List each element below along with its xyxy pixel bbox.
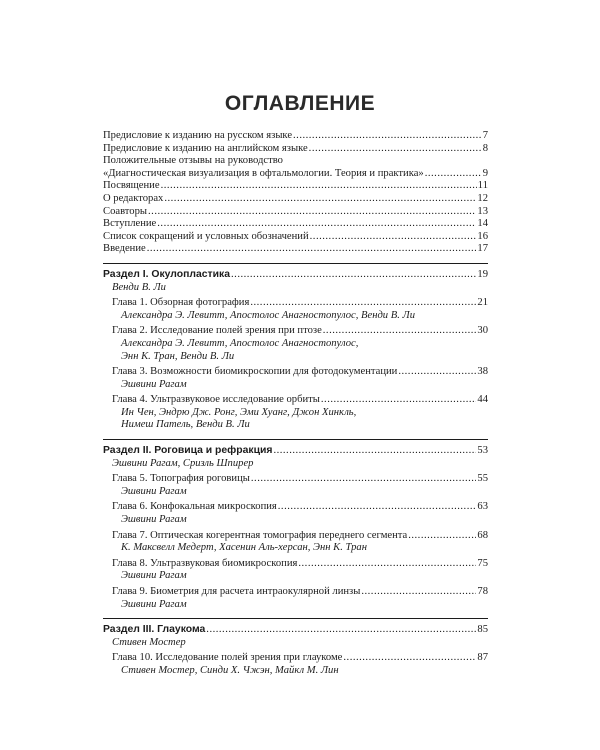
- toc-entry-page: 11: [477, 180, 488, 192]
- chapter-7: [103, 530, 488, 555]
- chapter-8: [103, 558, 488, 583]
- leader-dots: [251, 473, 477, 486]
- toc-entry-page: 16: [477, 230, 488, 242]
- leader-dots: [148, 206, 476, 219]
- section-heading[interactable]: [103, 445, 488, 458]
- section-editor: Стивен Мостер: [112, 636, 186, 648]
- chapter-10: [103, 652, 488, 677]
- leader-dots: [298, 558, 476, 571]
- toc-entry-title: О редакторах: [103, 192, 164, 204]
- leader-dots: [310, 231, 477, 244]
- leader-dots: [293, 130, 482, 143]
- chapter-authors: Эшвини Рагам: [121, 570, 187, 582]
- leader-dots: [273, 445, 476, 458]
- leader-dots: [361, 586, 476, 599]
- chapter-authors: Александра Э. Левитт, Апостолос Анагностопулос,: [121, 337, 359, 349]
- toc-entry[interactable]: [103, 180, 488, 193]
- chapter-3: [103, 366, 488, 391]
- section-editor: Эшвини Рагам, Сризль Шпирер: [112, 457, 254, 469]
- toc-entry[interactable]: [103, 231, 488, 244]
- section-page: 53: [477, 445, 488, 457]
- toc-entry-page: 13: [477, 205, 488, 217]
- section-cornea: [103, 439, 488, 611]
- chapter-title: Глава 1. Обзорная фотография: [112, 297, 250, 309]
- leader-dots: [250, 297, 476, 310]
- toc-entry-page: 17: [477, 243, 488, 255]
- toc-entry-title: Предисловие к изданию на английском языке: [103, 142, 308, 154]
- toc-entry-page: 12: [477, 192, 488, 204]
- chapter-title: Глава 9. Биометрия для расчета интраокулярной линзы: [112, 586, 361, 597]
- chapter-authors: Нимеш Патель, Венди В. Ли: [121, 419, 250, 431]
- chapter-page: 78: [477, 586, 488, 597]
- section-oculoplastics: [103, 263, 488, 432]
- toc-entry-title: «Диагностическая визуализация в офтальмологии. Теория и практика»: [103, 167, 424, 179]
- leader-dots: [425, 168, 482, 181]
- front-matter: [103, 130, 488, 256]
- chapter-title: Глава 3. Возможности биомикроскопии для фотодокументации: [112, 366, 398, 378]
- toc-entry[interactable]: [103, 193, 488, 206]
- chapter-6: [103, 501, 488, 526]
- section-title: Раздел III. Глаукома: [103, 624, 206, 636]
- toc-entry[interactable]: [103, 218, 488, 231]
- chapter-entry[interactable]: [103, 558, 488, 571]
- chapter-entry[interactable]: [103, 501, 488, 514]
- leader-dots: [164, 193, 476, 206]
- leader-dots: [309, 143, 482, 156]
- chapter-entry[interactable]: [103, 297, 488, 310]
- chapter-entry[interactable]: [103, 473, 488, 486]
- chapter-entry[interactable]: [103, 394, 488, 407]
- leader-dots: [206, 624, 476, 637]
- chapter-page: 30: [477, 325, 488, 337]
- leader-dots: [161, 180, 477, 193]
- chapter-page: 44: [477, 394, 488, 406]
- chapter-page: 21: [477, 297, 488, 309]
- section-heading[interactable]: [103, 624, 488, 637]
- chapter-entry[interactable]: [103, 652, 488, 665]
- chapter-authors: К. Максвелл Медерт, Хасенин Аль-херсан, Энн К. Тран: [121, 542, 367, 554]
- toc-entry-page: 14: [477, 218, 488, 230]
- chapter-page: 55: [477, 473, 488, 485]
- chapter-title: Глава 2. Исследование полей зрения при птозе: [112, 325, 322, 337]
- chapter-authors: Ин Чен, Эндрю Дж. Ронг, Эми Хуанг, Джон Хинкль,: [121, 406, 357, 418]
- toc-entry-title: Соавторы: [103, 205, 148, 217]
- chapter-title: Глава 7. Оптическая когерентная томография переднего сегмента: [112, 529, 408, 541]
- chapter-entry[interactable]: [103, 366, 488, 379]
- section-page: 19: [477, 268, 488, 280]
- toc-entry-title: Вступление: [103, 218, 157, 230]
- chapter-authors: Александра Э. Левитт, Апостолос Анагностопулос, Венди В. Ли: [121, 309, 415, 321]
- toc-entry-title: Список сокращений и условных обозначений: [103, 230, 309, 242]
- chapter-title: Глава 4. Ультразвуковое исследование орбиты: [112, 394, 320, 406]
- chapter-authors: Стивен Мостер, Синди Х. Чжэн, Майкл М. Лин: [121, 664, 339, 676]
- leader-dots: [398, 366, 476, 379]
- section-editor: Венди В. Ли: [112, 281, 166, 293]
- chapter-title: Глава 10. Исследование полей зрения при глаукоме: [112, 652, 343, 664]
- chapter-2: [103, 325, 488, 363]
- toc-entry[interactable]: [103, 143, 488, 156]
- chapter-authors: Энн К. Тран, Венди В. Ли: [121, 350, 235, 362]
- toc-entry-title-line[interactable]: Положительные отзывы на руководство: [103, 155, 283, 167]
- section-glaucoma: [103, 618, 488, 677]
- chapter-1: [103, 297, 488, 322]
- toc-entry-page: 8: [482, 142, 488, 154]
- chapter-entry[interactable]: [103, 530, 488, 543]
- chapter-authors: Эшвини Рагам: [121, 598, 187, 610]
- section-page: 85: [477, 624, 488, 636]
- chapter-title: Глава 8. Ультразвуковая биомикроскопия: [112, 557, 298, 569]
- chapter-authors: Эшвини Рагам: [121, 378, 187, 390]
- chapter-page: 68: [477, 529, 488, 541]
- toc-entry[interactable]: [103, 130, 488, 143]
- toc-entry[interactable]: [103, 168, 488, 181]
- toc-entry-page: 7: [482, 130, 488, 141]
- leader-dots: [321, 394, 477, 407]
- chapter-page: 38: [477, 366, 488, 378]
- chapter-authors: Эшвини Рагам: [121, 514, 187, 526]
- chapter-5: [103, 473, 488, 498]
- leader-dots: [157, 218, 476, 231]
- leader-dots: [231, 269, 476, 282]
- leader-dots: [278, 501, 477, 514]
- toc-entry[interactable]: [103, 243, 488, 256]
- toc-entry-title: Посвящение: [103, 180, 160, 192]
- section-heading[interactable]: [103, 269, 488, 282]
- chapter-title: Глава 5. Топография роговицы: [112, 473, 250, 485]
- toc-entry[interactable]: [103, 206, 488, 219]
- toc-entry-page: 9: [482, 167, 488, 179]
- toc-entry-title: Введение: [103, 243, 146, 255]
- section-title: Раздел II. Роговица и рефракция: [103, 445, 273, 457]
- leader-dots: [323, 325, 477, 338]
- leader-dots: [343, 652, 476, 665]
- chapter-4: [103, 394, 488, 432]
- leader-dots: [408, 530, 476, 543]
- table-of-contents: [103, 130, 488, 678]
- chapter-entry[interactable]: [103, 325, 488, 338]
- chapter-page: 63: [477, 501, 488, 513]
- chapter-title: Глава 6. Конфокальная микроскопия: [112, 501, 277, 513]
- page-title: ОГЛАВЛЕНИЕ: [224, 92, 376, 115]
- toc-entry-title: Предисловие к изданию на русском языке: [103, 130, 293, 141]
- section-title: Раздел I. Окулопластика: [103, 268, 231, 280]
- chapter-9: [103, 586, 488, 611]
- chapter-page: 75: [477, 557, 488, 569]
- leader-dots: [147, 243, 477, 256]
- chapter-authors: Эшвини Рагам: [121, 485, 187, 497]
- chapter-page: 87: [477, 652, 488, 664]
- chapter-entry[interactable]: [103, 586, 488, 599]
